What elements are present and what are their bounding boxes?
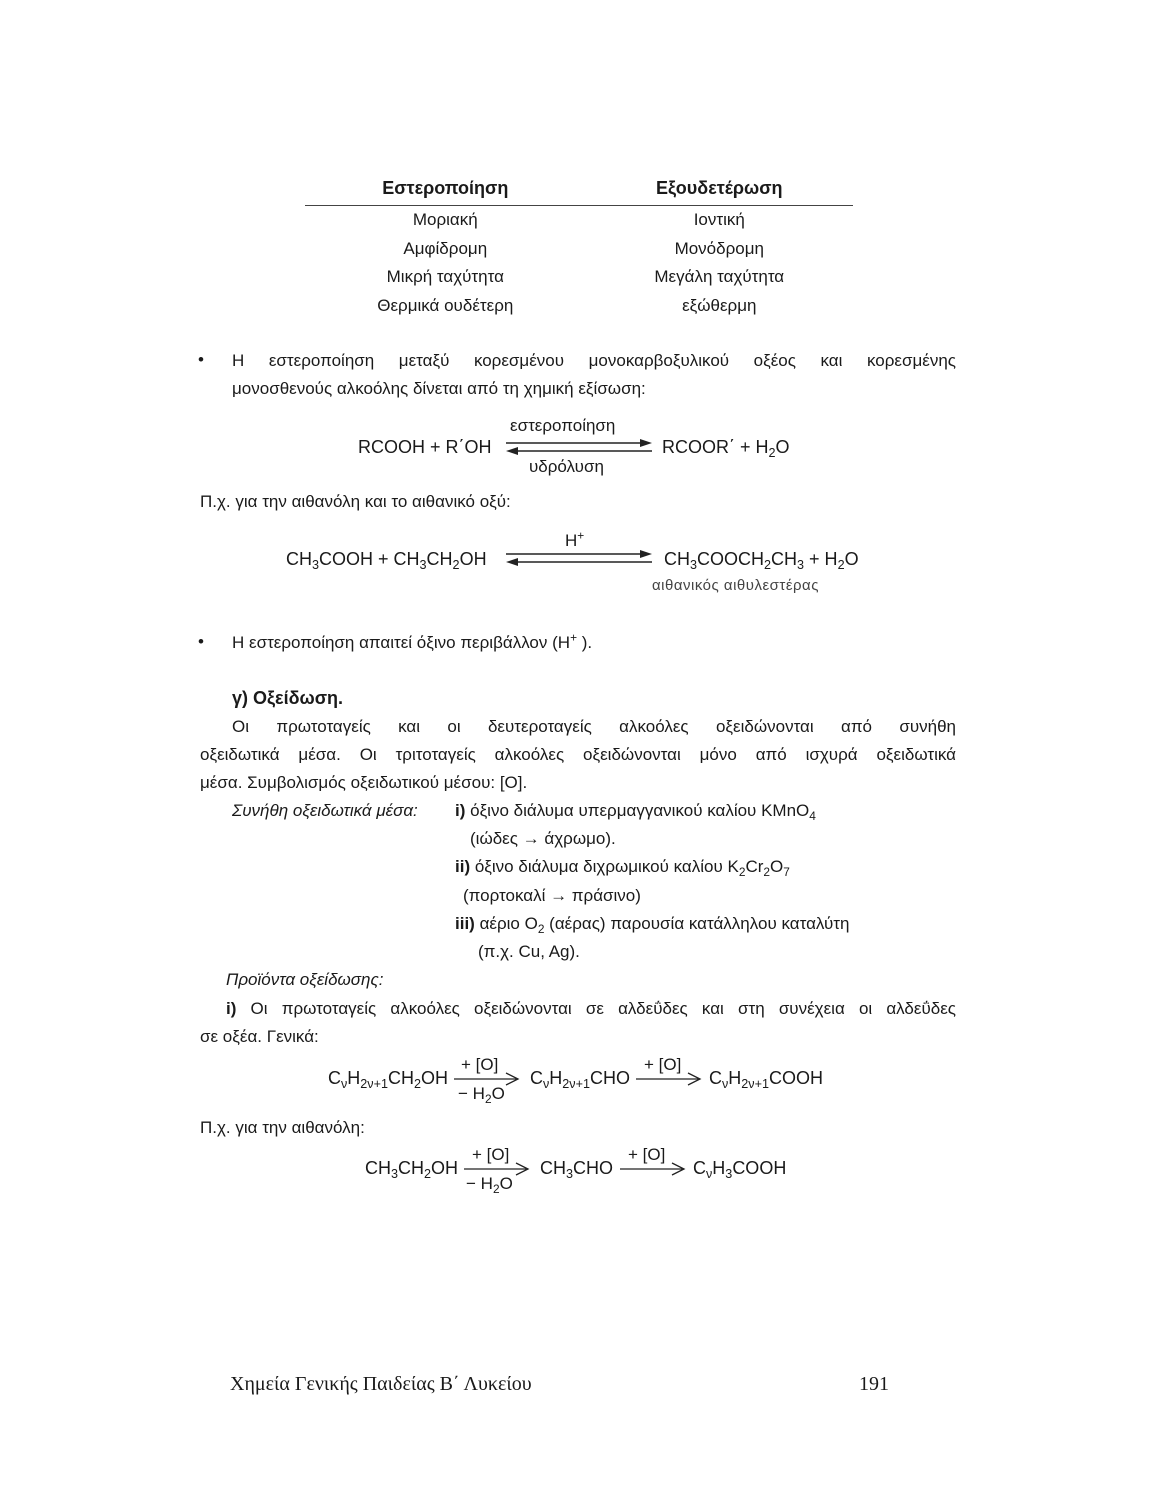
bullet2-text: Η εστεροποίηση απαιτεί όξινο περιβάλλον (H+ ).	[232, 630, 593, 652]
table-cell: Θερμικά ουδέτερη	[377, 295, 514, 315]
oxidant-i-color: (ιώδες → άχρωμο).	[470, 829, 616, 848]
eq3-product: $C_\nu H_{2\nu+1}COOH$	[709, 1068, 823, 1092]
table-row	[305, 263, 853, 292]
table-cell: Αμφίδρομη	[403, 238, 488, 258]
eq1-right: RCOOR΄ + $H_2O$	[662, 437, 790, 461]
eq4-product: $C_\nu H_3COOH$	[693, 1158, 787, 1182]
eq2-right: $CH_3COOCH_2CH_3 + H_2O$	[664, 549, 859, 573]
para2-line2: σε οξέα. Γενικά:	[200, 1027, 319, 1046]
bullet-dot-icon: •	[198, 632, 204, 651]
para2-line1: i) Οι πρωτοταγείς αλκοόλες οξειδώνονται σε αλδεΰδες και στη συνέχεια οι αλδεΰδες	[226, 999, 956, 1018]
oxidant-ii: ii) όξινο διάλυμα διχρωμικού καλίου $K_2Cr_2O_7$	[455, 857, 790, 879]
table-cell: Ιοντική	[693, 210, 745, 230]
eq3-reactant: $C_\nu H_{2\nu+1}CH_2OH$	[328, 1068, 448, 1092]
bullet-dot-icon: •	[198, 350, 204, 369]
table-cell: εξώθερμη	[682, 295, 757, 315]
eq3-intermediate: $C_\nu H_{2\nu+1}CHO$	[530, 1068, 630, 1092]
eq4-intermediate: $CH_3CHO$	[540, 1158, 614, 1182]
table-cell: Μοριακή	[412, 210, 478, 230]
table-row	[305, 292, 853, 321]
table-cell: Μικρή ταχύτητα	[386, 267, 504, 287]
table-header-esterification: Εστεροποίηση	[305, 175, 586, 206]
example2-text: Π.χ. για την αιθανόλη:	[200, 1118, 365, 1137]
table-header-row	[305, 175, 853, 206]
products-title: Προϊόντα οξείδωσης:	[226, 970, 384, 989]
oxidant-i: i) όξινο διάλυμα υπερμαγγανικού καλίου KMnO$_4$	[455, 801, 816, 823]
eq1-top-label: εστεροποίηση	[510, 416, 616, 435]
eq2-product-name: αιθανικός αιθυλεστέρας	[652, 577, 819, 594]
oxidant-iii: iii) αέριο $O_2$ (αέρας) παρουσία κατάλληλου καταλύτη	[455, 914, 850, 936]
eq3-above2: + [O]	[644, 1055, 682, 1074]
para1-line2: οξειδωτικά μέσα. Οι τριτοταγείς αλκοόλες οξειδώνονται μόνο από ισχυρά οξειδωτικά	[200, 745, 956, 764]
comparison-table	[305, 175, 853, 320]
section-title: γ) Οξείδωση.	[232, 688, 343, 708]
equilibrium-arrow-icon	[504, 549, 654, 569]
para1-line1: Οι πρωτοταγείς και οι δευτεροταγείς αλκοόλες οξειδώνονται από συνήθη	[232, 717, 956, 736]
eq2-left: $CH_3COOH + CH_3CH_2OH$	[286, 549, 487, 573]
eq1-left: RCOOH + R΄OH	[358, 437, 492, 457]
eq1-bottom-label: υδρόλυση	[529, 457, 604, 476]
bullet1-line1: Η εστεροποίηση μεταξύ κορεσμένου μονοκαρβοξυλικού οξέος και κορεσμένης	[232, 351, 956, 370]
oxidant-ii-color: (πορτοκαλί → πράσινο)	[463, 886, 641, 905]
footer-title: Χημεία Γενικής Παιδείας Β΄ Λυκείου	[230, 1373, 532, 1395]
reaction-arrow-icon	[636, 1072, 702, 1086]
eq4-above2: + [O]	[628, 1145, 666, 1164]
table-header-neutralization: Εξουδετέρωση	[586, 175, 853, 206]
eq4-reactant: $CH_3CH_2OH$	[365, 1158, 459, 1182]
example1-text: Π.χ. για την αιθανόλη και το αιθανικό οξύ:	[200, 492, 511, 511]
equilibrium-arrow-icon	[504, 438, 654, 458]
eq3-below1: − $H_2O$	[458, 1084, 505, 1106]
eq2-catalyst: H+	[565, 528, 585, 550]
table-cell: Μονόδρομη	[674, 238, 764, 258]
table-cell: Μεγάλη ταχύτητα	[654, 267, 785, 287]
eq4-below1: − $H_2O$	[466, 1174, 513, 1196]
eq3-above1: + [O]	[461, 1055, 499, 1074]
para1-line3: μέσα. Συμβολισμός οξειδωτικού μέσου: [O].	[200, 773, 528, 792]
table-row	[305, 235, 853, 264]
oxidant-iii-example: (π.χ. Cu, Ag).	[478, 942, 580, 961]
eq4-above1: + [O]	[472, 1145, 510, 1164]
oxidants-label: Συνήθη οξειδωτικά μέσα:	[232, 801, 418, 820]
table-row	[305, 206, 853, 235]
page-number: 191	[859, 1373, 889, 1395]
bullet1-line2: μονοσθενούς αλκοόλης δίνεται από τη χημική εξίσωση:	[232, 379, 646, 398]
reaction-arrow-icon	[620, 1162, 686, 1176]
